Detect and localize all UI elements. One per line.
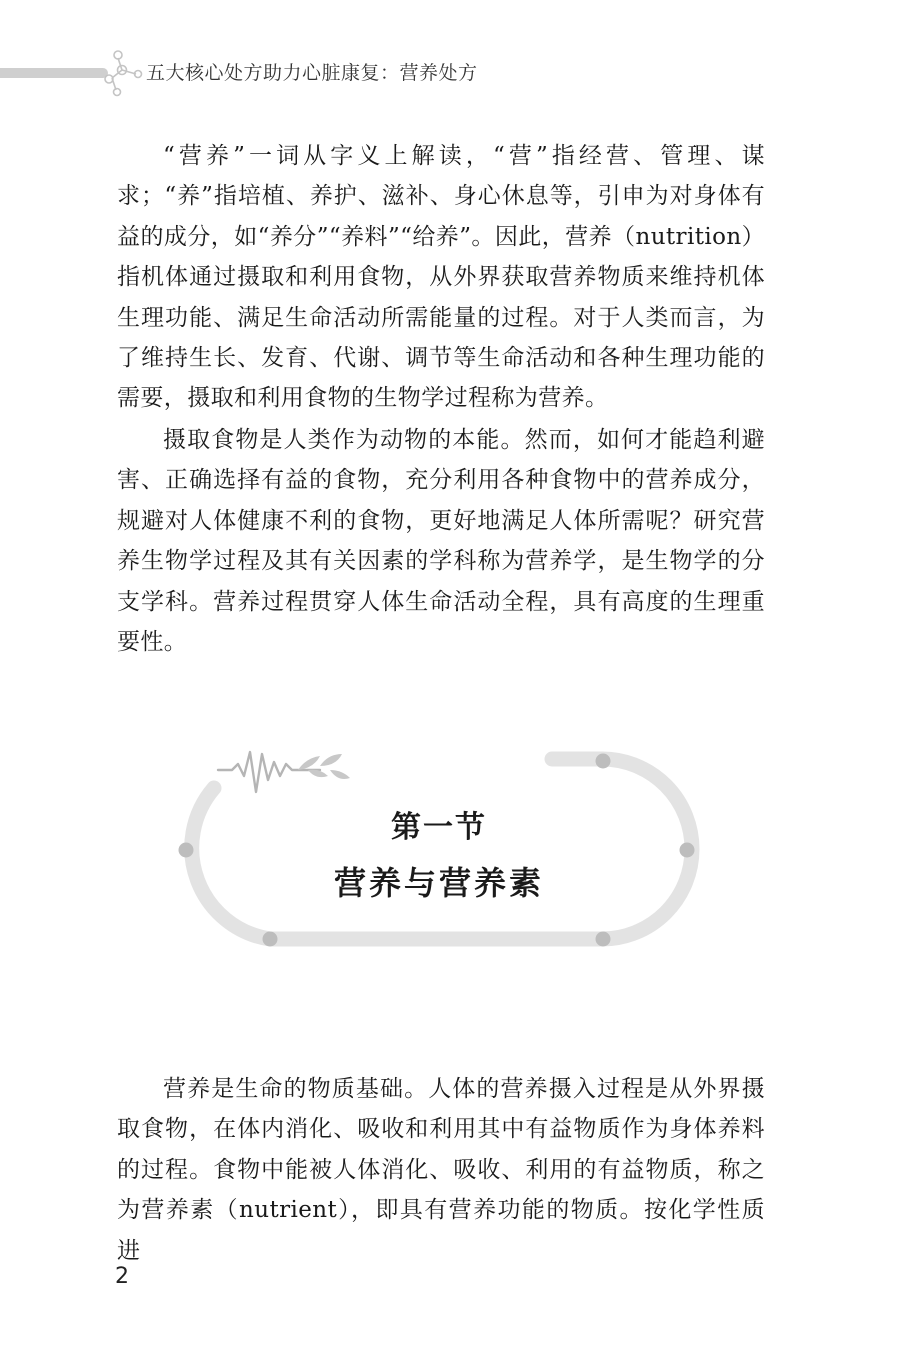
section-number: 第一节	[391, 810, 487, 845]
section-heading-emblem	[170, 740, 710, 960]
running-header	[0, 44, 900, 104]
header-bar	[0, 68, 108, 78]
molecule-icon	[100, 44, 150, 100]
body-paragraph: “营养”一词从字义上解读，“营”指经营、管理、谋求；“养”指培植、养护、滋补、身心休息等，引申为对身体有益的成分，如“养分”“养料”“给养”。因此，营养（nutrition）指机体通过摄取和利用食物，从外界获取营养物质来维持机体生理功能、满足生命活动所需能量的过程。对于人类而言，为了维持生长、发育、代谢、调节等生命活动和各种生理功能的需要，摄取和利用食物的生物学过程称为营养。	[117, 143, 765, 412]
body-paragraph: 营养是生命的物质基础。人体的营养摄入过程是从外界摄取食物，在体内消化、吸收和利用其中有益物质作为身体养料的过程。食物中能被人体消化、吸收、利用的有益物质，称之为营养素（nutrient），即具有营养功能的物质。按化学性质进	[117, 1076, 765, 1264]
section-title: 营养与营养素	[333, 864, 544, 902]
heartbeat-leaf-icon	[218, 752, 350, 792]
page-number: 2	[115, 1264, 129, 1289]
running-header-title: 五大核心处方助力心脏康复：营养处方	[146, 62, 478, 84]
body-paragraph: 摄取食物是人类作为动物的本能。然而，如何才能趋利避害、正确选择有益的食物，充分利用各种食物中的营养成分，规避对人体健康不利的食物，更好地满足人体所需呢？研究营养生物学过程及其有关因素的学科称为营养学，是生物学的分支学科。营养过程贯穿人体生命活动全程，具有高度的生理重要性。	[117, 427, 765, 656]
